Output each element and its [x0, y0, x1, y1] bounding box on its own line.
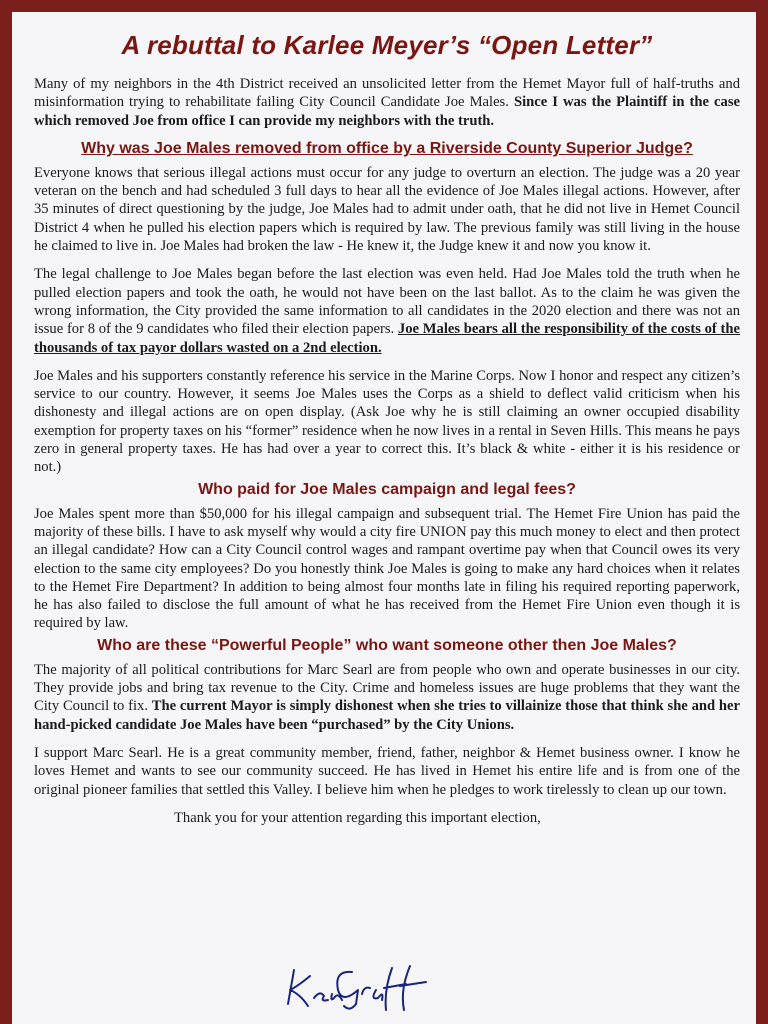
section-heading-funding: Who paid for Joe Males campaign and legal fees? [198, 480, 576, 498]
paragraph-contributions [34, 661, 740, 734]
section-heading-powerful-people: Who are these “Powerful People” who want someone other then Joe Males? [97, 636, 677, 654]
paragraph-marine-corps: Joe Males and his supporters constantly reference his service in the Marine Corps. Now I honor and respect any citizen’s service to our country. However, it seems Joe Males uses the Corps as a shield to deflect valid criticism when his dishonesty and illegal actions are on open display. (Ask Joe why he is still claiming an owner occupied disability exemption for property taxes on his “former” residence when he now lives in a rental in Seven Hills. This means he pays zero in general property taxes. He has had over a year to correct this. It’s black & white - either it is his residence or not.) [34, 367, 740, 476]
intro-text: Many of my neighbors in the 4th District received an unsolicited letter from the Hemet Mayor full of half-truths and misinformation trying to rehabilitate failing City Council Candidate Joe Males. [34, 76, 740, 111]
paragraph-funding: Joe Males spent more than $50,000 for his illegal campaign and subsequent trial. The Hemet Fire Union has paid the majority of these bills. I have to ask myself why would a city fire UNION pay this much money to elect and then protect an illegal candidate? How can a City Council control wages and rampant overtime pay when that Council owes its very election to the same city employees? Do you honestly think Joe Males is going to make any hard choices when it relates to the Hemet Fire Department? In addition to being almost four months late in filing his required reporting paperwork, he has also failed to disclose the full amount of what he has received from the Hemet Fire Union even though it is required by law. [34, 505, 740, 632]
paragraph-removal-2-bold: Joe Males bears all the responsibility of the costs of the thousands of tax payor dollars wasted on a 2nd election. [34, 321, 740, 356]
paragraph-removal-1: Everyone knows that serious illegal actions must occur for any judge to overturn an election. The judge was a 20 year veteran on the bench and had scheduled 3 full days to hear all the evidence of Joe Males illegal actions. However, after 35 minutes of direct questioning by the judge, Joe Males had to admit under oath, that he did not live in Hemet Council District 4 when he pulled his election papers which is required by law. The previous family was still living in the house he claimed to live in. Joe Males had broken the law - He knew it, the Judge knew it and now you know it. [34, 164, 740, 255]
paragraph-support: I support Marc Searl. He is a great community member, friend, father, neighbor & Hemet business owner. I know he loves Hemet and wants to see our community succeed. He has lived in Hemet his entire life and is from one of the original pioneer families that settled this Valley. I believe him when he pledges to work tirelessly to clean up our town. [34, 744, 740, 798]
intro-bold-text: Since I was the Plaintiff in the case which removed Joe from office I can provide my neighbors with the truth. [34, 94, 740, 129]
handwritten-signature [280, 960, 450, 1012]
closing-line: Thank you for your attention regarding this important election, [174, 809, 541, 826]
section-heading-removal: Why was Joe Males removed from office by a Riverside County Superior Judge? [81, 139, 693, 157]
intro-paragraph [34, 75, 740, 130]
paragraph-removal-2-text: The legal challenge to Joe Males began before the last election was even held. Had Joe Males told the truth when he pulled election papers and took the oath, he would not have been on the last ballot. As to the claim he was given the wrong information, the City provided the same information to all candidates in the 2020 election and there was not an issue for 8 of the 9 candidates who filed their election papers. [34, 266, 740, 338]
letter-page [12, 12, 756, 1024]
paragraph-removal-2 [34, 265, 740, 356]
paragraph-contributions-text: The majority of all political contributions for Marc Searl are from people who own and operate businesses in our city. They provide jobs and bring tax revenue to the City. Crime and homeless issues are huge problems that they want the City Council to fix. [34, 661, 740, 715]
page-title: A rebuttal to Karlee Meyer’s “Open Letter” [121, 30, 653, 60]
paragraph-contributions-bold: The current Mayor is simply dishonest when she tries to villainize those that think she and her hand-picked candidate Joe Males have been “purchased” by the City Unions. [34, 698, 740, 733]
